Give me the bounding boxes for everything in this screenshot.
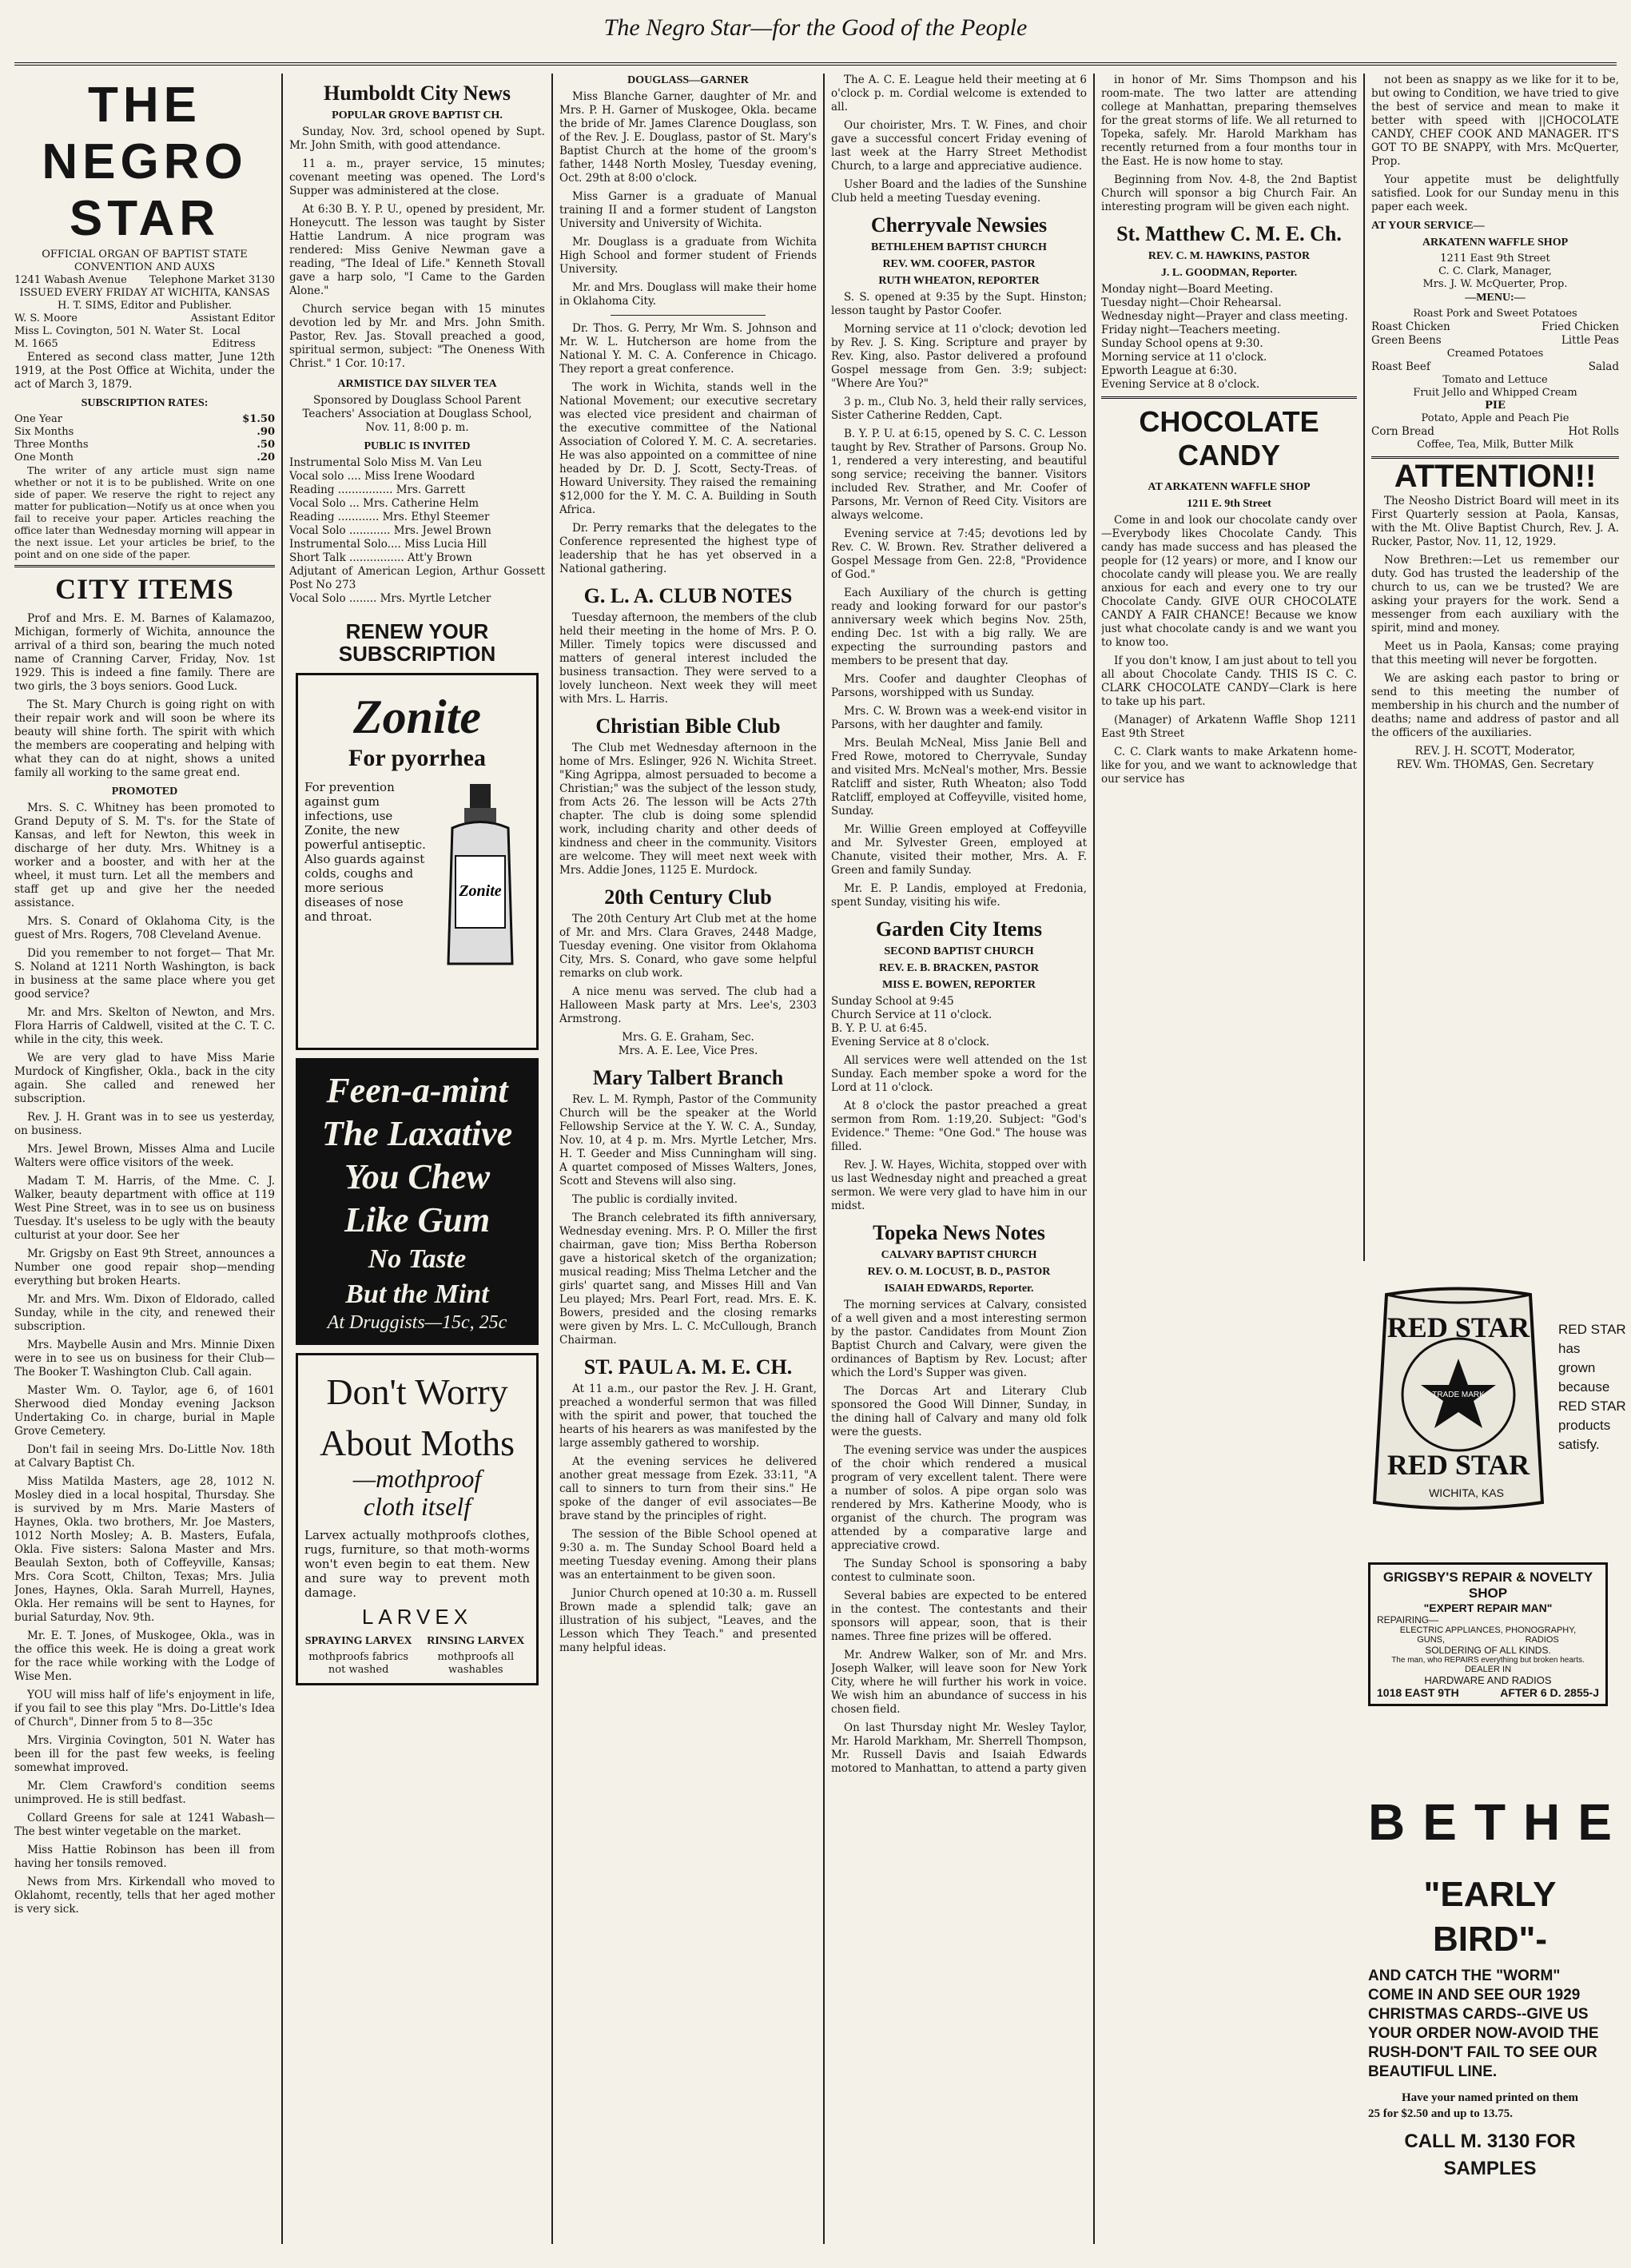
paragraph: News from Mrs. Kirkendall who moved to Oklahomt, recently, tells that her aged mother is very sick. xyxy=(14,1876,275,1916)
20th-century-heading: 20th Century Club xyxy=(604,885,772,909)
paragraph: Several babies are expected to be entered in the contest. The contestants and their sponsors will appear, soon, that is their names. Three fine prizes will be offered. xyxy=(831,1590,1087,1643)
schedule-item: Friday night—Teachers meeting. xyxy=(1101,324,1281,336)
tea-public: PUBLIC IS INVITED xyxy=(364,440,471,452)
staff-role: Local Editress xyxy=(212,325,256,350)
paragraph: Mr. Clem Crawford's condition seems unimproved. He is still bedfast. xyxy=(14,1780,275,1806)
paragraph: A nice menu was served. The club had a Halloween Mask party at Mrs. Lee's, 2303 Armstrong. xyxy=(559,985,817,1025)
paragraph: Don't fail in seeing Mrs. Do-Little Nov. 18th at Calvary Baptist Ch. xyxy=(14,1443,275,1470)
subheading: RUTH WHEATON, REPORTER xyxy=(878,275,1040,287)
program-item: Short Talk ................ Att'y Brown xyxy=(289,551,472,564)
rate-price: .90 xyxy=(257,426,275,438)
paragraph: C. C. Clark wants to make Arkatenn home-like for you, and we want to acknowledge that our service has xyxy=(1101,746,1357,786)
ad-line: You Chew xyxy=(344,1157,491,1196)
ad-line: BEAUTIFUL LINE. xyxy=(1368,2063,1498,2080)
zonite-subtitle: For pyorrhea xyxy=(348,745,486,771)
service-time: Sunday School at 9:45 xyxy=(831,995,954,1008)
paragraph: Mrs. Beulah McNeal, Miss Janie Bell and Fred Rowe, motored to Cherryvale, Sunday and visited Mrs. McNeal's mother, Mrs. Bessie Ratcliff and sister, Ruth Wheaton; also Todd Ratcliff, employed at Coffeyville, visited home, Sunday. xyxy=(831,737,1087,818)
rate-row xyxy=(14,439,275,452)
feenamint-ad xyxy=(296,1058,539,1345)
paragraph: On last Thursday night Mr. Wesley Taylor, Mr. Harold Markham, Mr. Sherrell Thompson, Mr. Russell Davis and Isaiah Edwards motored to Manhattan, to attend a party given xyxy=(831,1721,1087,1775)
address-line xyxy=(14,274,275,287)
column-rule xyxy=(1093,74,1095,2244)
gla-heading: G. L. A. CLUB NOTES xyxy=(583,584,793,607)
paragraph: Sunday, Nov. 3rd, school opened by Supt. Mr. John Smith, with good attendance. xyxy=(289,125,545,152)
telephone: Telephone Market 3130 xyxy=(149,274,275,286)
city-items-heading: CITY ITEMS xyxy=(55,573,234,605)
menu-row xyxy=(1371,425,1619,439)
rate-row xyxy=(14,426,275,439)
program-item: Vocal Solo ... Mrs. Catherine Helm xyxy=(289,497,479,510)
slogan-line: RED STAR products xyxy=(1558,1399,1626,1433)
tea-title: ARMISTICE DAY SILVER TEA xyxy=(337,378,497,390)
paragraph: not been as snappy as we like for it to be, but owing to Condition, we have tried to give the best of service and mean to make it better with speed with ||CHOCOLATE CANDY, CHEF COOK AND MANAGER. IT'S GOT TO BE SNAPPY, with Mrs. McQuerter, Prop. xyxy=(1371,74,1619,168)
paragraph: S. S. opened at 9:35 by the Supt. Hinston; lesson taught by Pastor Coofer. xyxy=(831,291,1087,317)
st-paul-heading: ST. PAUL A. M. E. CH. xyxy=(583,1355,793,1379)
grigsby-title: GRIGSBY'S REPAIR & NOVELTY SHOP xyxy=(1382,1570,1593,1601)
paragraph: The Club met Wednesday afternoon in the home of Mrs. Eslinger, 926 N. Wichita Street. "King Agrippa, almost persuaded to become a Christian;" was the subject of the lesson study, from Acts 26. The lesson will be Acts 27th chapter. The club is doing some splendid work, including charity and other deeds of kindness and cheer in the community. Visitors are welcome. They will meet next week with Mrs. Addie Jones, 1125 E. Murdock. xyxy=(559,742,817,877)
ad-line: Have your named printed on them xyxy=(1402,2091,1578,2104)
paragraph: Miss Garner is a graduate of Manual training II and a former student of Langston University and University of Wichita. xyxy=(559,190,817,230)
grigsby-phone: AFTER 6 D. 2855-J xyxy=(1500,1686,1599,1699)
service-time: Evening Service at 8 o'clock. xyxy=(831,1036,990,1048)
signature: REV. Wm. THOMAS, Gen. Secretary xyxy=(1396,758,1594,771)
grigsby-line: HARDWARE AND RADIOS xyxy=(1424,1674,1552,1686)
talbert-heading: Mary Talbert Branch xyxy=(592,1066,784,1089)
tea-body: Sponsored by Douglass School Parent Teachers' Association at Douglass School, Nov. 11, 8:00 p. m. xyxy=(302,394,532,434)
ad-line: But the Mint xyxy=(345,1279,489,1309)
column-6 xyxy=(1371,74,1619,1272)
paragraph: We are very glad to have Miss Marie Murdock of Kingfisher, Okla., back in the city again. She called and renewed her subscription. xyxy=(14,1052,275,1105)
paragraph: Mr. E. T. Jones, of Muskogee, Okla., was in the office this week. He is doing a great work for the race while working with the Lodge of Wise Men. xyxy=(14,1629,275,1683)
bag-bottom-text: RED STAR xyxy=(1386,1449,1530,1481)
zonite-body xyxy=(304,780,530,972)
rate-term: One Month xyxy=(14,452,74,464)
st-matthew-heading: St. Matthew C. M. E. Ch. xyxy=(1116,222,1342,245)
letter: E xyxy=(1577,1793,1612,1851)
paragraph: Come in and look our chocolate candy over—Everybody likes Chocolate Candy. This candy has made success and has pleased the people for (12 years) or more, and I know our chocolate candy will please you. We are really anxious for each and every one to try our Chocolate Candy. GIVE OUR CHOCOLATE CANDY A FAIR CHANCE! Because we know just what chocolate candy is and we want you to know too. xyxy=(1101,514,1357,649)
paragraph: The St. Mary Church is going right on with their repair work and will soon be where its beauty will shine forth. The spirit with which the members are cooperating and helping with what they can do at night, shows a united family all working to the same great end. xyxy=(14,698,275,779)
official-organ: OFFICIAL ORGAN OF BAPTIST STATE CONVENTION AND AUXS xyxy=(42,249,248,273)
paragraph: (Manager) of Arkatenn Waffle Shop 1211 East 9th Street xyxy=(1101,714,1357,740)
grigsby-line: ELECTRIC APPLIANCES, PHONOGRAPHY, xyxy=(1399,1625,1577,1635)
menu-item: Roast Pork and Sweet Potatoes xyxy=(1413,308,1577,320)
address: 1241 Wabash Avenue xyxy=(14,274,127,286)
paragraph: The Sunday School is sponsoring a baby contest to culminate soon. xyxy=(831,1558,1087,1584)
paragraph: Did you remember to not forget— That Mr. S. Noland at 1211 North Washington, is back in business at the same place where you get good service? xyxy=(14,947,275,1001)
menu xyxy=(1371,308,1619,452)
zonite-ad xyxy=(296,673,539,1050)
paragraph: The Branch celebrated its fifth anniversary, Wednesday evening. Mrs. P. O. Miller the first chairman, gave tion; Miss Bertha Roberson gave a historical sketch of the organization; musical reading; Miss Thelma Letcher and the girls' quartet sang, and Misses Hill and Van Leu played; Mrs. Pearl Fort, read. Mrs. E. K. Bowers, presided and the closing remarks were given by Mrs. L. C. McCullough, Branch Chairman. xyxy=(559,1212,817,1347)
menu-line: Mrs. J. W. McQuerter, Prop. xyxy=(1422,278,1568,290)
zonite-text: For prevention against gum infections, use Zonite, the new powerful antiseptic. Also guards against colds, coughs and more serious diseases of nose and throat. xyxy=(304,780,426,924)
ad-line: The Laxative xyxy=(321,1114,513,1153)
section-rule xyxy=(14,565,275,567)
paragraph: Master Wm. O. Taylor, age 6, of 1601 Sherwood died Monday evening Jackson Undertaking Co. in charge, burial in Maple Grove Cemetery. xyxy=(14,1384,275,1438)
rate-term: Three Months xyxy=(14,439,89,451)
masthead: THE NEGRO STAR xyxy=(42,78,248,246)
menu-item: Fried Chicken xyxy=(1541,320,1619,333)
subheading: J. L. GOODMAN, Reporter. xyxy=(1160,267,1298,279)
schedule-item: Sunday School opens at 9:30. xyxy=(1101,337,1263,350)
svg-text:Zonite: Zonite xyxy=(459,882,502,900)
paragraph: Miss Matilda Masters, age 28, 1012 N. Mosley died in a local hospital, Thursday. She is survived by m Mrs. Marie Masters of Haynes, Okla. two brothers, Mr. Joe Masters, 1012 North Mosley; A. B. Masters, Eufala, Okla. Five sisters: Salona Master and Mrs. Beaulah Sexton, both of Coffeyville, Kansas; Mrs. Cora Scott, Chilton, Texas; Mrs. Julia Jones, Haynes, Okla. Sarah Murrell, Haynes, Okla. Her remains will be sent to Haynes, for burial Saturday, Nov. 9th. xyxy=(14,1475,275,1624)
letter: B xyxy=(1368,1793,1406,1851)
variant-title: SPRAYING LARVEX xyxy=(304,1635,412,1647)
zonite-logo: Zonite xyxy=(353,690,481,743)
larvex-brand: LARVEX xyxy=(361,1605,473,1629)
grigsby-line: REPAIRING— xyxy=(1377,1614,1439,1625)
program-item: Reading ................ Mrs. Garrett xyxy=(289,483,466,496)
menu-row xyxy=(1371,334,1619,348)
larvex-spray xyxy=(304,1634,412,1677)
paragraph: Mr. and Mrs. Wm. Dixon of Eldorado, called Sunday, while in the city, and renewed their subscription. xyxy=(14,1293,275,1333)
paragraph: Mrs. S. C. Whitney has been promoted to Grand Deputy of S. M. T's. for the State of Kansas, and left for Newton, this week in discharge of her duty. Mrs. Whitney is a worker and a booster, and with her at the wheel, it must turn. Let all the members and staff get up and give her the needed assistance. xyxy=(14,802,275,909)
bible-club-heading: Christian Bible Club xyxy=(595,714,781,738)
rate-row xyxy=(14,413,275,426)
paragraph: Mrs. Jewel Brown, Misses Alma and Lucile Walters were office visitors of the week. xyxy=(14,1143,275,1169)
ad-line: YOUR ORDER NOW-AVOID THE xyxy=(1368,2025,1599,2042)
ad-line: COME IN AND SEE OUR 1929 xyxy=(1368,1987,1581,2003)
menu-item: Little Peas xyxy=(1561,334,1619,347)
rate-price: .50 xyxy=(257,439,275,451)
paragraph: The work in Wichita, stands well in the National Movement; our executive secretary was elected vice president and chairman of the executive committee of the National Association of Colored Y. M. C. A. secretaries. He was also appointed on a committee of nine headed by Dr. D. J. Scott, Secty-Treas. of Howard University. They raised the remaining $12,000 for the Y. M. C. A. Building in South Africa. xyxy=(559,381,817,516)
rate-term: One Year xyxy=(14,413,62,425)
paragraph: Our choirister, Mrs. T. W. Fines, and choir gave a successful concert Friday evening of last week at the Harry Street Methodist Church, to a large and appreciative audience. xyxy=(831,119,1087,173)
subheading: REV. O. M. LOCUST, B. D., PASTOR xyxy=(867,1266,1051,1278)
subheading: SECOND BAPTIST CHURCH xyxy=(884,945,1034,957)
menu-line: 1211 East 9th Street xyxy=(1440,253,1550,265)
paragraph: Mrs. S. Conard of Oklahoma City, is the guest of Mrs. Rogers, 708 Cleveland Avenue. xyxy=(14,915,275,941)
grigsby-line xyxy=(1377,1635,1599,1645)
schedule-item: Evening Service at 8 o'clock. xyxy=(1101,378,1260,391)
program-item: Vocal solo .... Miss Irene Woodard xyxy=(289,470,475,483)
letter: H xyxy=(1523,1793,1561,1851)
paragraph: At 11 a.m., our pastor the Rev. J. H. Grant, preached a wonderful sermon that was filled with the spirit and power, that touched the hearts of his hearers as was manifested by the large assembly gathered to worship. xyxy=(559,1383,817,1450)
attention-heading: ATTENTION!! xyxy=(1394,459,1597,494)
program-item: Vocal Solo ........ Mrs. Myrtle Letcher xyxy=(289,592,491,605)
paragraph: 11 a. m., prayer service, 15 minutes; covenant meeting was opened. The Lord's Supper was administered at the close. xyxy=(289,157,545,197)
ad-headline: Don't Worry xyxy=(326,1371,508,1412)
menu-item: Hot Rolls xyxy=(1568,425,1619,438)
paragraph: Mr. Douglass is a graduate from Wichita High School and former student of Friends University. xyxy=(559,236,817,276)
column-1 xyxy=(14,74,275,2255)
tea-program xyxy=(289,456,545,606)
red-star-slogan xyxy=(1558,1320,1627,1454)
paragraph: Mrs. C. W. Brown was a week-end visitor in Parsons, with her daughter and family. xyxy=(831,705,1087,731)
menu-item: Salad xyxy=(1588,360,1619,373)
ad-price: At Druggists—15c, 25c xyxy=(327,1312,507,1333)
menu-item: Roast Beef xyxy=(1371,360,1430,373)
column-2 xyxy=(289,74,545,2255)
letter: E xyxy=(1422,1793,1457,1851)
program-item: Reading ............ Mrs. Ethyl Steemer xyxy=(289,511,490,523)
bag-mid-text: TRADE MARK xyxy=(1432,1391,1485,1399)
paragraph: Junior Church opened at 10:30 a. m. Russell Brown made a splendid talk; gave an illustration of his subject, "Leaves, and the Lesson which They Teach." and presented many helpful ideas. xyxy=(559,1587,817,1654)
subheading: REV. C. M. HAWKINS, PASTOR xyxy=(1148,250,1311,262)
separator xyxy=(611,315,765,316)
variant-text: mothproofs fabrics not washed xyxy=(308,1651,409,1676)
feenamint-brand: Feen-a-mint xyxy=(326,1071,508,1110)
program-item: Adjutant of American Legion, Arthur Gossett Post No 273 xyxy=(289,565,545,591)
chocolate-candy-heading: CHOCOLATE CANDY xyxy=(1139,405,1319,472)
bag-top-text: RED STAR xyxy=(1386,1311,1530,1343)
service-time: Church Service at 11 o'clock. xyxy=(831,1009,993,1021)
subheading: AT YOUR SERVICE— xyxy=(1371,220,1485,232)
subscription-rates xyxy=(14,413,275,464)
service-time: B. Y. P. U. at 6:45. xyxy=(831,1022,928,1035)
grigsby-ad xyxy=(1368,1562,1608,1706)
paragraph: Dr. Thos. G. Perry, Mr Wm. S. Johnson and Mr. W. L. Hutcherson are home from the National Y. M. C. A. Conference in Chicago. They report a great conference. xyxy=(559,322,817,376)
paragraph: Prof and Mrs. E. M. Barnes of Kalamazoo, Michigan, formerly of Wichita, announce the arrival of a third son, bearing the much noted name of Cranning Carver, Friday, Nov. 1st 1929. This is indeed a fine family. There are two girls, the 3 boys seniors. Good Luck. xyxy=(14,612,275,693)
grigsby-line: DEALER IN xyxy=(1464,1665,1512,1674)
paragraph: Mr. and Mrs. Skelton of Newton, and Mrs. Flora Harris of Caldwell, visited at the C. T. C. while in the city, this week. xyxy=(14,1006,275,1046)
paragraph: At 6:30 B. Y. P. U., opened by president, Mr. Honeycutt. The lesson was taught by Sister Hattie Landrum. A nice program was rendered: Miss Genive Newman gave a reading, "The Ideal of Life." Kenneth Stovall gave a harp solo, "I Came to the Garden Alone." xyxy=(289,203,545,297)
larvex-variants xyxy=(304,1634,530,1677)
column-rule xyxy=(281,74,283,2244)
ad-line: AND CATCH THE "WORM" xyxy=(1368,1968,1561,1984)
paragraph: The A. C. E. League held their meeting at 6 o'clock p. m. Cordial welcome is extended to all. xyxy=(831,74,1087,113)
paragraph: Rev. J. W. Hayes, Wichita, stopped over with us last Wednesday night and preached a great sermon. We were very glad to have him in our midst. xyxy=(831,1159,1087,1212)
slogan-line: satisfy. xyxy=(1558,1437,1600,1452)
paragraph: Meet us in Paola, Kansas; come praying that this meeting will never be forgotten. xyxy=(1371,640,1619,666)
topeka-heading: Topeka News Notes xyxy=(873,1221,1045,1244)
program-item: Vocal Solo ............ Mrs. Jewel Brown xyxy=(289,524,491,537)
entered-notice: Entered as second class matter, June 12th 1919, at the Post Office at Wichita, under the act of March 3, 1879. xyxy=(14,351,275,391)
ad-line: Like Gum xyxy=(344,1200,491,1239)
ad-line: 25 for $2.50 and up to 13.75. xyxy=(1368,2107,1513,2120)
grigsby-line: The man, who REPAIRS everything but broken hearts. xyxy=(1391,1656,1585,1665)
slogan-line: RED STAR has xyxy=(1558,1322,1626,1356)
paragraph: The morning services at Calvary, consisted of a well given and a most interesting sermon by the pastor. Candidates from Mount Zion Baptist Church and Calvary, were given the ordinances of Baptism by Rev. Locust; after which the Lord's Supper was given. xyxy=(831,1299,1087,1379)
section-rule xyxy=(1101,396,1357,399)
column-rule xyxy=(1363,74,1365,1261)
humboldt-subheading: POPULAR GROVE BAPTIST CH. xyxy=(332,109,503,121)
header-rule xyxy=(14,62,1617,66)
call-for-samples: CALL M. 3130 FOR SAMPLES xyxy=(1404,2131,1576,2179)
staff-line-2 xyxy=(14,325,275,351)
subheading: ARKATENN WAFFLE SHOP xyxy=(1422,237,1569,249)
renew-subscription: RENEW YOUR SUBSCRIPTION xyxy=(338,619,496,666)
menu-line: C. C. Clark, Manager, xyxy=(1438,265,1552,277)
subheading: CALVARY BAPTIST CHURCH xyxy=(881,1249,1037,1261)
grigsby-item: GUNS, xyxy=(1417,1635,1446,1645)
promoted-heading: PROMOTED xyxy=(111,786,178,798)
menu-item: Fruit Jello and Whipped Cream xyxy=(1413,387,1577,399)
paragraph: Mr. E. P. Landis, employed at Fredonia, spent Sunday, visiting his wife. xyxy=(831,882,1087,909)
paragraph: Your appetite must be delightfully satisfied. Look for our Sunday menu in this paper each week. xyxy=(1371,173,1619,213)
paragraph: All services were well attended on the 1st Sunday. Each member spoke a word for the Lord at 11 o'clock. xyxy=(831,1054,1087,1094)
paragraph: The public is cordially invited. xyxy=(572,1193,738,1206)
early-bird-ad xyxy=(1368,1794,1612,2182)
bag-city-text: WICHITA, KAS xyxy=(1429,1486,1504,1499)
paragraph: in honor of Mr. Sims Thompson and his room-mate. The two latter are attending college at Manhattan, preparing themselves for the great storms of life. We all returned to Topeka, safely. Mr. Harold Markham has recently returned from a four months tour in the East. He is now home to stay. xyxy=(1101,74,1357,168)
column-rule xyxy=(823,74,825,2244)
rate-price: .20 xyxy=(257,452,275,464)
paragraph: Mrs. Coofer and daughter Cleophas of Parsons, worshipped with us Sunday. xyxy=(831,673,1087,699)
paragraph: The session of the Bible School opened at 9:30 a. m. The Sunday School Board held a meeting Tuesday evening. Among their plans was an entertainment to be given soon. xyxy=(559,1528,817,1582)
signature: Mrs. G. E. Graham, Sec. xyxy=(622,1031,754,1044)
paragraph: Each Auxiliary of the church is getting ready and looking forward for our pastor's anniversary week which begins Nov. 25th, ending Dec. 1st with a big rally. We are expecting the surrounding pastors and members to be present that day. xyxy=(831,587,1087,667)
zonite-bottle-icon xyxy=(436,780,524,972)
subheading: ISAIAH EDWARDS, Reporter. xyxy=(884,1283,1034,1295)
cherryvale-heading: Cherryvale Newsies xyxy=(870,213,1048,237)
column-5 xyxy=(1101,74,1357,1272)
paragraph: The Dorcas Art and Literary Club sponsored the Good Will Dinner, Sunday, in the dining hall of Calvary and many old folk were the guests. xyxy=(831,1385,1087,1438)
paragraph: Miss Hattie Robinson has been ill from having her tonsils removed. xyxy=(14,1844,275,1870)
menu-item: Potato, Apple and Peach Pie xyxy=(1421,412,1569,424)
menu-row xyxy=(1371,360,1619,374)
staff-line-1 xyxy=(14,312,275,325)
paragraph: Evening service at 7:45; devotions led by Rev. C. W. Brown. Rev. Strather delivered a Gospel Message from Gen. 22:8, "Providence of God." xyxy=(831,527,1087,581)
subheading: REV. E. B. BRACKEN, PASTOR xyxy=(879,962,1039,974)
paragraph: Usher Board and the ladies of the Sunshine Club held a meeting Tuesday evening. xyxy=(831,178,1087,205)
paragraph: Dr. Perry remarks that the delegates to the Conference represented the highest type of leadership that he has yet observed in a National gathering. xyxy=(559,522,817,575)
be-the-letters xyxy=(1368,1794,1612,1850)
garden-city-heading: Garden City Items xyxy=(876,917,1042,941)
schedule-item: Wednesday night—Prayer and class meeting. xyxy=(1101,310,1348,323)
ad-line: RUSH-DON'T FAIL TO SEE OUR xyxy=(1368,2044,1597,2061)
paragraph: Miss Blanche Garner, daughter of Mr. and Mrs. P. H. Garner of Muskogee, Okla. became the bride of Mr. James Clarence Douglass, son of the Rev. J. E. Douglass, pastor of St. Mary's Baptist Church at the home of the groom's father, 1448 North Mosley, Tuesday evening, Oct. 29th at 8:00 o'clock. xyxy=(559,90,817,185)
grigsby-line: SOLDERING OF ALL KINDS. xyxy=(1425,1645,1551,1656)
paragraph: Madam T. M. Harris, of the Mme. C. J. Walker, beauty department with office at 119 West Pine Street, was in to see us on business Tuesday. It's useless to be ugly with the beauty culturist at your door. See her xyxy=(14,1175,275,1242)
writer-notice: The writer of any article must sign name whether or not it is to be published. Write on one side of paper. We reserve the right to reject any matter for publication—Notify us at once when you fail to receive your paper. Articles reaching the office later than Wednesday morning will appear in the next issue. Let your articles be brief, to the point and on one side of the paper. xyxy=(14,464,275,560)
rate-term: Six Months xyxy=(14,426,74,438)
paragraph: The Neosho District Board will meet in its First Quarterly session at Paola, Kansas, with the Mt. Olive Baptist Church, Rev. J. A. Rucker, Pastor, Nov. 11, 12, 1929. xyxy=(1371,495,1619,548)
column-4 xyxy=(831,74,1087,2255)
grigsby-item: RADIOS xyxy=(1525,1635,1559,1645)
paragraph: Mr. and Mrs. Douglass will make their home in Oklahoma City. xyxy=(559,281,817,308)
running-head: The Negro Star—for the Good of the People xyxy=(603,14,1028,41)
paragraph: Rev. J. H. Grant was in to see us yesterday, on business. xyxy=(14,1111,275,1137)
paragraph: Morning service at 11 o'clock; devotion led by Rev. J. S. King. Scripture and prayer by Rev. King, also. Pastor delivered a profound Gospel message from Gen. 3:9; subject: "Where Are You?" xyxy=(831,323,1087,390)
red-star-flour-bag-icon xyxy=(1362,1283,1554,1514)
humboldt-heading: Humboldt City News xyxy=(323,82,511,105)
subheading: REV. WM. COOFER, PASTOR xyxy=(882,258,1036,270)
larvex-ad xyxy=(296,1353,539,1685)
column-3 xyxy=(559,74,817,2255)
menu-item: Tomato and Lettuce xyxy=(1442,374,1548,386)
grigsby-subtitle: "EXPERT REPAIR MAN" xyxy=(1423,1602,1553,1614)
menu-heading: —MENU:— xyxy=(1465,292,1526,304)
menu-item: Coffee, Tea, Milk, Butter Milk xyxy=(1417,439,1573,451)
paragraph: Mrs. Maybelle Ausin and Mrs. Minnie Dixen were in to see us on business for their Club—The Booker T. Washington Club. Call again. xyxy=(14,1339,275,1379)
paragraph: Church service began with 15 minutes devotion led by Mr. and Mrs. John Smith. Pastor, Rev. Jas. Stovall preached a good, spiritual sermon, subject: "The Oneness With Christ." 1 Cor. 10:17. xyxy=(289,303,545,370)
paragraph: The 20th Century Art Club met at the home of Mr. and Mrs. Clara Graves, 2448 Madge, Tuesday evening. One visitor from Oklahoma City, Mrs. S. Conard, who gave some helpful remarks on club work. xyxy=(559,913,817,980)
ad-line: No Taste xyxy=(368,1244,467,1274)
paragraph: Rev. L. M. Rymph, Pastor of the Community Church will be the speaker at the World Fellowship Service at the Y. W. C. A., Sunday, Nov. 10, at 4 p. m. Mrs. Myrtle Letcher, Mrs. H. T. Geeder and Miss Cunningham will sing. A quartet composed of Misses Walters, Jones, Scott and Stevens will also sing. xyxy=(559,1093,817,1188)
letter: T xyxy=(1474,1793,1506,1851)
menu-item: Corn Bread xyxy=(1371,425,1434,438)
paragraph: Mr. Willie Green employed at Coffeyville and Mr. Sylvester Green, employed at Chanute, visited their mother, Mrs. A. F. Green and family Sunday. xyxy=(831,823,1087,877)
schedule-item: Morning service at 11 o'clock. xyxy=(1101,351,1267,364)
early-bird-headline: "EARLY BIRD"- xyxy=(1423,1875,1557,1959)
program-item: Instrumental Solo.... Miss Lucia Hill xyxy=(289,538,487,551)
paragraph: B. Y. P. U. at 6:15, opened by S. C. C. Lesson taught by Rev. Strather of Parsons. Group No. 1, rendered a very interesting, and beautiful song service; receiving the banner. Visitors included Rev. Strather, and Mr. Coofer of Parsons, Mr. Vernon of Reed City. Visitors are always welcome. xyxy=(831,428,1087,522)
paragraph: Mr. Andrew Walker, son of Mr. and Mrs. Joseph Walker, will leave soon for New York City, where he will further his work in voice. We wish him an abundance of success in his chosen field. xyxy=(831,1649,1087,1716)
ad-subline: cloth itself xyxy=(363,1492,471,1521)
signature: Mrs. A. E. Lee, Vice Pres. xyxy=(618,1044,758,1057)
paragraph: At the evening services he delivered another great message from Ezek. 33:11, "A call to sinners to turn from their sins." He spoke of the danger of evil associates—Be brave stand by the principles of right. xyxy=(559,1455,817,1522)
column-rule xyxy=(551,74,553,2244)
paragraph: 3 p. m., Club No. 3, held their rally services, Sister Catherine Redden, Capt. xyxy=(831,396,1087,422)
schedule-item: Tuesday night—Choir Rehearsal. xyxy=(1101,296,1282,309)
slogan-line: grown because xyxy=(1558,1360,1610,1395)
subheading: 1211 E. 9th Street xyxy=(1187,498,1271,510)
subheading: AT ARKATENN WAFFLE SHOP xyxy=(1148,481,1311,493)
paragraph: We are asking each pastor to bring or send to this meeting the number of membership in his church and the number of deaths; name and address of pastor and all the officers of the auxiliaries. xyxy=(1371,672,1619,739)
editor-line: H. T. SIMS, Editor and Publisher. xyxy=(57,300,233,312)
program-item: Instrumental Solo Miss M. Van Leu xyxy=(289,456,483,469)
paragraph: If you don't know, I am just about to tell you all about Chocolate Candy. THIS IS C. C. CLARK CHOCOLATE CANDY—Clark is here to take up his part. xyxy=(1101,655,1357,708)
paragraph: The evening service was under the auspices of the choir which rendered a musical program of very excellent talent. There were a number of solos. A pipe organ solo was rendered by Mrs. Katherine Moody, who is organist of the church. The program was attended by a comparative large and appreciative crowd. xyxy=(831,1444,1087,1552)
menu-row xyxy=(1371,320,1619,334)
schedule xyxy=(1101,283,1357,392)
variant-text: mothproofs all washables xyxy=(437,1651,515,1676)
rate-row xyxy=(14,452,275,464)
paragraph: Tuesday afternoon, the members of the club held their meeting in the home of Mrs. P. O. Miller. Timely topics were discussed and matters of general interest included the business transaction. They were served to a lovely luncheon. Next week they will meet with Mrs. L. Harris. xyxy=(559,611,817,706)
subheading: BETHLEHEM BAPTIST CHURCH xyxy=(871,241,1047,253)
subheading: MISS E. BOWEN, REPORTER xyxy=(881,979,1036,991)
ad-text: Larvex actually mothproofs clothes, rugs, furniture, so that moth-worms won't even begin to eat them. New and sure way to prevent moth damage. xyxy=(304,1528,530,1600)
subscription-heading: SUBSCRIPTION RATES: xyxy=(81,397,209,409)
variant-title: RINSING LARVEX xyxy=(427,1635,525,1647)
ad-headline: About Moths xyxy=(319,1422,515,1463)
paragraph: Beginning from Nov. 4-8, the 2nd Baptist Church will sponsor a big Church Fair. An interesting program will be given each night. xyxy=(1101,173,1357,213)
paragraph: Now Brethren:—Let us remember our duty. God has trusted the leadership of the church to us, can we be trusted? We are asking your prayers for the work. Send a messenger from each auxiliary with the spirit, mind and money. xyxy=(1371,554,1619,635)
menu-item: PIE xyxy=(1485,400,1506,412)
ad-line: CHRISTMAS CARDS--GIVE US xyxy=(1368,2006,1589,2023)
staff-name: W. S. Moore xyxy=(14,312,78,324)
schedule-item: Epworth League at 6:30. xyxy=(1101,364,1238,377)
rate-price: $1.50 xyxy=(242,413,275,425)
staff-name: Miss L. Covington, 501 N. Water St. M. 1665 xyxy=(14,325,204,350)
wedding-heading: DOUGLASS—GARNER xyxy=(627,74,749,86)
grigsby-address: 1018 EAST 9TH xyxy=(1377,1686,1459,1699)
menu-item: Creamed Potatoes xyxy=(1446,348,1544,360)
grigsby-contact xyxy=(1377,1686,1599,1699)
paragraph: Collard Greens for sale at 1241 Wabash—The best winter vegetable on the market. xyxy=(14,1812,275,1838)
paragraph: Mrs. Virginia Covington, 501 N. Water has been ill for the past few weeks, is feeling somewhat improved. xyxy=(14,1734,275,1774)
paragraph: At 8 o'clock the pastor preached a great sermon from Rom. 1:19,20. Subject: "God's Evidence." Theme: "One God." The house was filled. xyxy=(831,1100,1087,1153)
issued-line: ISSUED EVERY FRIDAY AT WICHITA, KANSAS xyxy=(19,287,270,299)
schedule-item: Monday night—Board Meeting. xyxy=(1101,283,1274,296)
staff-role: Assistant Editor xyxy=(190,312,275,324)
paragraph: YOU will miss half of life's enjoyment in life, if you fail to see this play "Mrs. Do-Little's Idea of Church", Dinner from 5 to 8—35c xyxy=(14,1689,275,1729)
ad-subline: —mothproof xyxy=(352,1464,482,1493)
larvex-rinse xyxy=(422,1634,530,1677)
paragraph: Mr. Grigsby on East 9th Street, announces a Number one good repair shop—mending everything but broken Hearts. xyxy=(14,1247,275,1287)
menu-item: Roast Chicken xyxy=(1371,320,1450,333)
signature: REV. J. H. SCOTT, Moderator, xyxy=(1414,745,1576,758)
menu-item: Green Beens xyxy=(1371,334,1442,347)
